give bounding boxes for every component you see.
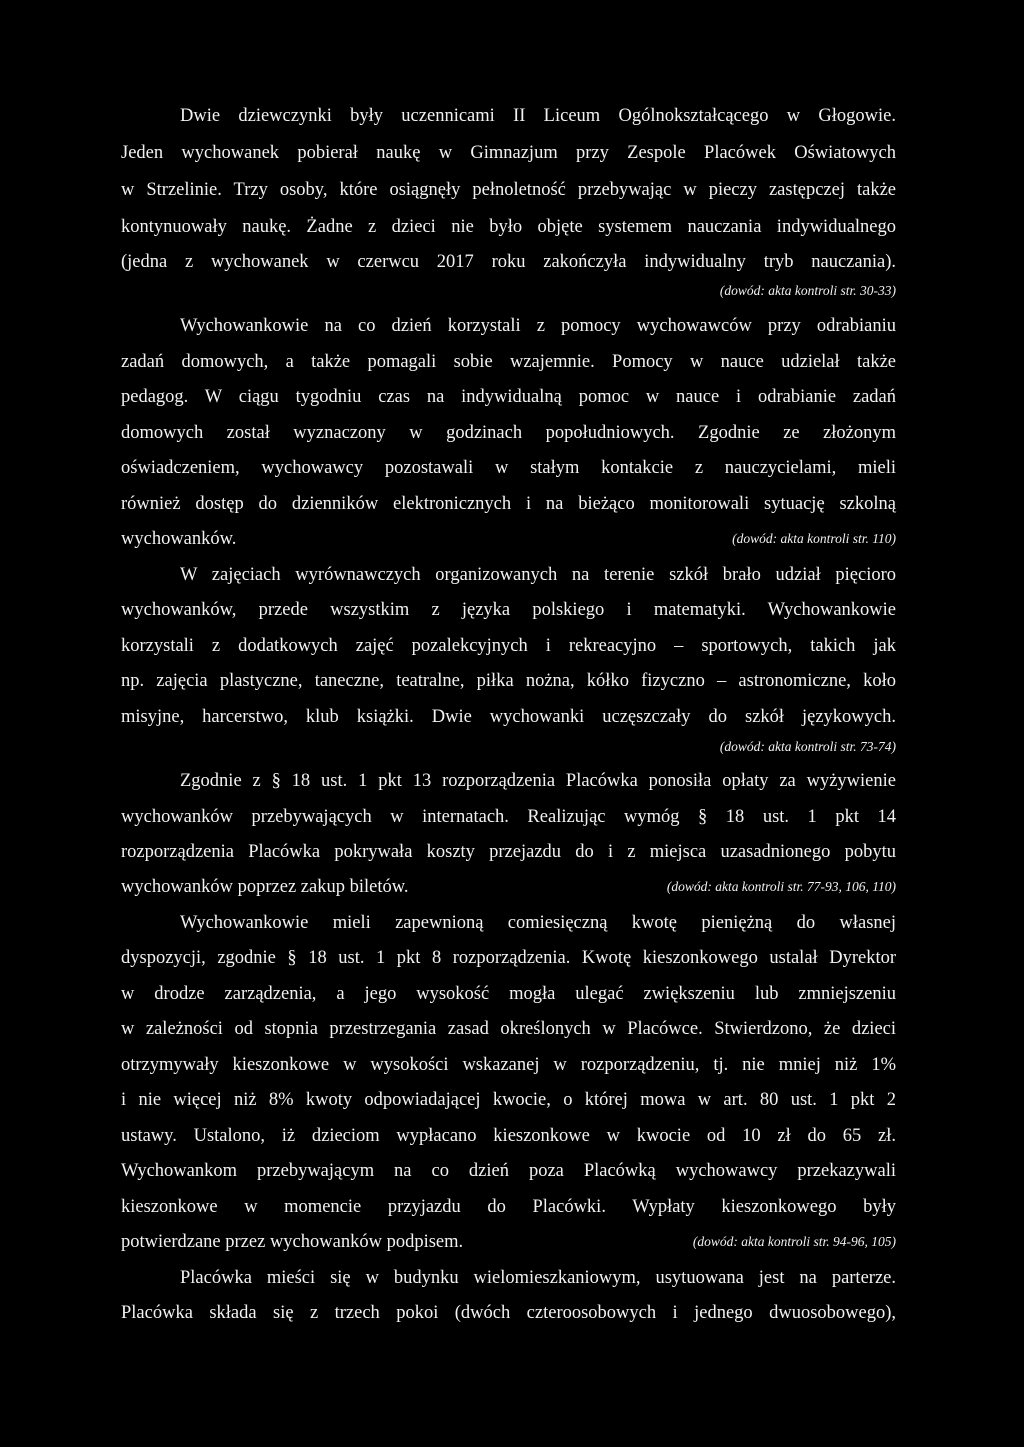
text-line: rozporządzenia Placówka pokrywała koszty przejazdu do i z miejsca uzasadnionego pobytu (121, 842, 896, 862)
evidence-citation: (dowód: akta kontroli str. 94-96, 105) (692, 1234, 896, 1249)
text-line: w drodze zarządzenia, a jego wysokość mogła ulegać zwiększeniu lub zmniejszeniu (121, 984, 896, 1004)
text-line: wychowanków. (121, 529, 237, 549)
text-line-with-citation (121, 1230, 896, 1254)
text-line: domowych został wyznaczony w godzinach popołudniowych. Zgodnie ze złożonym (121, 423, 896, 443)
text-line: Jeden wychowanek pobierał naukę w Gimnazjum przy Zespole Placówek Oświatowych (121, 143, 896, 163)
text-line: potwierdzane przez wychowanków podpisem. (121, 1232, 464, 1252)
text-line: pedagog. W ciągu tygodniu czas na indywidualną pomoc w nauce i odrabianie zadań (121, 387, 896, 407)
text-line: Placówka składa się z trzech pokoi (dwóch czteroosobowych i jednego dwuosobowego), (121, 1303, 896, 1323)
text-line: kontynuowały naukę. Żadne z dzieci nie było objęte systemem nauczania indywidualnego (121, 217, 896, 237)
text-line: otrzymywały kieszonkowe w wysokości wskazanej w rozporządzeniu, tj. nie mniej niż 1% (121, 1055, 896, 1075)
text-line: np. zajęcia plastyczne, taneczne, teatralne, piłka nożna, kółko fizyczno – astronomiczne, koło (121, 671, 896, 691)
text-line: misyjne, harcerstwo, klub książki. Dwie wychowanki uczęszczały do szkół językowych. (121, 707, 896, 727)
text-line: i nie więcej niż 8% kwoty odpowiadającej kwocie, o której mowa w art. 80 ust. 1 pkt 2 (121, 1090, 896, 1110)
text-line-with-citation (121, 527, 896, 551)
text-line: wychowanków poprzez zakup biletów. (121, 877, 409, 897)
evidence-citation: (dowód: akta kontroli str. 73-74) (719, 739, 896, 754)
text-line: Dwie dziewczynki były uczennicami II Liceum Ogólnokształcącego w Głogowie. (180, 106, 896, 126)
text-line: Wychowankowie na co dzień korzystali z pomocy wychowawców przy odrabianiu (180, 316, 896, 336)
evidence-citation: (dowód: akta kontroli str. 30-33) (719, 283, 896, 298)
text-line: (jedna z wychowanek w czerwcu 2017 roku zakończyła indywidualny tryb nauczania). (121, 252, 896, 272)
text-line: Zgodnie z § 18 ust. 1 pkt 13 rozporządzenia Placówka ponosiła opłaty za wyżywienie (180, 771, 896, 791)
text-line: w Strzelinie. Trzy osoby, które osiągnęły pełnoletność przebywając w pieczy zastępczej także (121, 180, 896, 200)
evidence-citation: (dowód: akta kontroli str. 110) (732, 531, 896, 546)
text-line: zadań domowych, a także pomagali sobie wzajemnie. Pomocy w nauce udzielał także (121, 352, 896, 372)
text-line: ustawy. Ustalono, iż dzieciom wypłacano kieszonkowe w kwocie od 10 zł do 65 zł. (121, 1126, 896, 1146)
text-line: W zajęciach wyrównawczych organizowanych na terenie szkół brało udział pięcioro (180, 565, 896, 585)
text-line: również dostęp do dzienników elektronicznych i na bieżąco monitorowali sytuację szkolną (121, 494, 896, 514)
text-line: Wychowankowie mieli zapewnioną comiesięczną kwotę pieniężną do własnej (180, 913, 896, 933)
text-line: wychowanków, przede wszystkim z języka polskiego i matematyki. Wychowankowie (121, 600, 896, 620)
text-line: oświadczeniem, wychowawcy pozostawali w stałym kontakcie z nauczycielami, mieli (121, 458, 896, 478)
text-line: korzystali z dodatkowych zajęć pozalekcyjnych i rekreacyjno – sportowych, takich jak (121, 636, 896, 656)
evidence-citation: (dowód: akta kontroli str. 77-93, 106, 110) (666, 879, 896, 894)
text-line: w zależności od stopnia przestrzegania zasad określonych w Placówce. Stwierdzono, że dzieci (121, 1019, 896, 1039)
text-line: Placówka mieści się w budynku wielomieszkaniowym, usytuowana jest na parterze. (180, 1268, 896, 1288)
text-line-with-citation (121, 875, 896, 899)
text-line: wychowanków przebywających w internatach. Realizując wymóg § 18 ust. 1 pkt 14 (121, 807, 896, 827)
text-line: Wychowankom przebywającym na co dzień poza Placówką wychowawcy przekazywali (121, 1161, 896, 1181)
text-line: kieszonkowe w momencie przyjazdu do Placówki. Wypłaty kieszonkowego były (121, 1197, 896, 1217)
text-line: dyspozycji, zgodnie § 18 ust. 1 pkt 8 rozporządzenia. Kwotę kieszonkowego ustalał Dyrektor (121, 948, 896, 968)
